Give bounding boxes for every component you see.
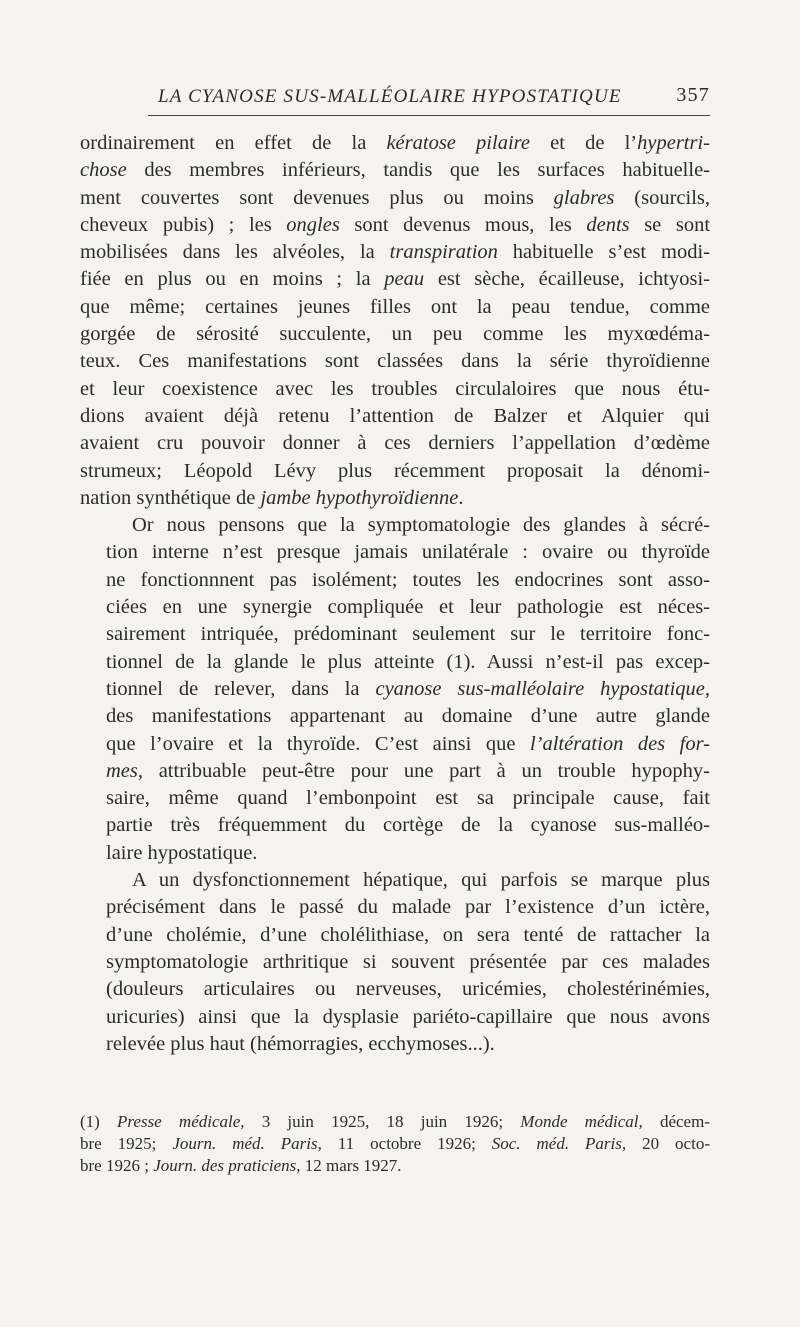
text-run: Or nous pensons que la symptomatologie des glandes à sécré-: [132, 514, 710, 537]
text-line: [80, 458, 710, 485]
text-run: que l’ovaire et la thyroïde. C’est ainsi que: [106, 732, 530, 755]
text-run: bre 1925;: [80, 1134, 173, 1153]
text-line: [80, 1111, 710, 1133]
text-run: gorgée de sérosité succulente, un peu comme les myxœdéma-: [80, 323, 710, 346]
text-line: [80, 840, 710, 867]
text-line: [80, 594, 710, 621]
italic-text: jambe hypothyroïdienne: [260, 486, 459, 509]
text-line: [80, 649, 710, 676]
footnote: [80, 1111, 710, 1177]
text-run: que même; certaines jeunes filles ont la peau tendue, comme: [80, 295, 710, 318]
header-rule: [148, 115, 710, 116]
text-line: [80, 430, 710, 457]
text-line: [80, 894, 710, 921]
italic-text: Soc. méd. Paris,: [491, 1134, 627, 1153]
text-line: [80, 266, 710, 293]
text-line: [80, 703, 710, 730]
text-run: strumeux; Léopold Lévy plus récemment proposait la dénomi-: [80, 459, 710, 482]
text-run: 12 mars 1927.: [300, 1156, 402, 1175]
text-run: teux. Ces manifestations sont classées dans la série thyroïdienne: [80, 350, 710, 373]
text-run: .: [458, 486, 464, 509]
text-run: et leur coexistence avec les troubles circulaloires que nous étu-: [80, 377, 710, 400]
italic-text: Presse médicale,: [117, 1112, 245, 1131]
text-run: sont devenus mous, les: [339, 213, 587, 236]
body-text: [80, 130, 710, 1058]
running-header: [80, 84, 710, 114]
text-line: [80, 212, 710, 239]
text-run: ordinairement en effet de la: [80, 132, 387, 154]
text-run: se sont: [629, 213, 711, 236]
text-line: [80, 539, 710, 566]
text-line: [80, 512, 710, 539]
text-line: [80, 348, 710, 375]
text-line: [80, 731, 710, 758]
text-line: [80, 294, 710, 321]
text-run: (1): [80, 1112, 118, 1131]
text-line: [80, 1031, 710, 1058]
text-run: décem-: [642, 1112, 710, 1131]
text-run: ,: [704, 677, 711, 700]
text-line: [80, 621, 710, 648]
text-line: [80, 812, 710, 839]
text-line: [80, 949, 710, 976]
text-line: [80, 376, 710, 403]
text-run: des manifestations appartenant au domaine d’une autre glande: [106, 705, 710, 728]
text-run: laire hypostatique.: [106, 841, 258, 864]
text-run: avaient cru pouvoir donner à ces derniers l’appellation d’œdème: [80, 432, 710, 455]
text-run: est sèche, écailleuse, ichtyosi-: [424, 268, 710, 291]
italic-text: transpiration: [389, 241, 498, 264]
paragraph: [80, 867, 710, 1058]
text-line: [80, 922, 710, 949]
text-line: [80, 785, 710, 812]
italic-text: glabres: [553, 186, 615, 209]
text-run: partie très fréquemment du cortège de la cyanose sus-malléo-: [106, 814, 710, 837]
text-run: 20 octo-: [626, 1134, 710, 1153]
text-line: [80, 1155, 710, 1177]
italic-text: hypertri-: [637, 132, 710, 154]
text-run: cheveux pubis) ; les: [80, 213, 287, 236]
book-page: [80, 84, 711, 1175]
italic-text: cyanose sus-malléolaire hypostatique: [375, 677, 705, 700]
text-run: ment couvertes sont devenues plus ou moins: [80, 186, 554, 209]
text-line: [80, 185, 710, 212]
italic-text: Monde médical,: [520, 1112, 643, 1131]
text-line: [80, 1004, 710, 1031]
text-run: sairement intriquée, prédominant seulement sur le territoire fonc-: [106, 623, 710, 646]
paragraph: [80, 512, 710, 867]
text-line: [80, 403, 710, 430]
italic-text: mes: [106, 759, 138, 782]
text-line: [80, 758, 710, 785]
text-run: bre 1926 ;: [80, 1156, 154, 1175]
text-run: d’une cholémie, d’une cholélithiase, on sera tenté de rattacher la: [106, 923, 710, 946]
italic-text: Journ. méd. Paris,: [172, 1134, 322, 1153]
text-run: dions avaient déjà retenu l’attention de Balzer et Alquier qui: [80, 404, 710, 427]
italic-text: kératose pilaire: [386, 132, 530, 154]
text-run: tion interne n’est presque jamais unilatérale : ovaire ou thyroïde: [106, 541, 710, 564]
italic-text: l’altération des for-: [529, 732, 710, 755]
paragraph: [80, 130, 710, 512]
text-run: nation synthétique de: [80, 486, 261, 509]
text-run: mobilisées dans les alvéoles, la: [80, 241, 390, 264]
text-line: [80, 130, 710, 157]
text-run: ciées en une synergie compliquée et leur pathologie est néces-: [106, 596, 710, 619]
text-line: [80, 485, 710, 512]
page-number: 357: [676, 84, 710, 106]
text-run: habituelle s’est modi-: [497, 241, 710, 264]
text-line: [80, 567, 710, 594]
text-line: [80, 867, 710, 894]
text-line: [80, 1133, 710, 1155]
text-run: , attribuable peut-être pour une part à un trouble hypophy-: [137, 759, 710, 782]
text-line: [80, 676, 710, 703]
text-run: relevée plus haut (hémorragies, ecchymoses...).: [106, 1032, 495, 1055]
italic-text: Journ. des praticiens,: [153, 1156, 301, 1175]
text-run: tionnel de relever, dans la: [106, 677, 376, 700]
text-run: fiée en plus ou en moins ; la: [80, 268, 385, 291]
text-line: [80, 239, 710, 266]
italic-text: peau: [384, 268, 425, 291]
text-line: [80, 157, 710, 184]
text-line: [80, 321, 710, 348]
text-run: et de l’: [529, 132, 638, 154]
italic-text: dents: [586, 213, 630, 236]
text-run: uricuries) ainsi que la dysplasie pariéto-capillaire que nous avons: [106, 1005, 710, 1028]
text-run: des membres inférieurs, tandis que les surfaces habituelle-: [126, 159, 710, 182]
text-run: 11 octobre 1926;: [321, 1134, 492, 1153]
italic-text: chose: [80, 159, 127, 182]
text-run: 3 juin 1925, 18 juin 1926;: [244, 1112, 521, 1131]
text-run: ne fonctionnnent pas isolément; toutes les endocrines sont asso-: [106, 568, 710, 591]
text-run: (douleurs articulaires ou nerveuses, uricémies, cholestérinémies,: [106, 978, 710, 1001]
text-line: [80, 976, 710, 1003]
text-run: tionnel de la glande le plus atteinte (1). Aussi n’est-il pas excep-: [106, 650, 710, 673]
italic-text: ongles: [286, 213, 340, 236]
text-run: symptomatologie arthritique si souvent présentée par ces malades: [106, 950, 710, 973]
text-run: (sourcils,: [614, 186, 710, 209]
running-title: LA CYANOSE SUS-MALLÉOLAIRE HYPOSTATIQUE: [158, 86, 622, 107]
text-run: précisément dans le passé du malade par l’existence d’un ictère,: [106, 896, 710, 919]
text-run: A un dysfonctionnement hépatique, qui parfois se marque plus: [132, 869, 710, 892]
text-run: saire, même quand l’embonpoint est sa principale cause, fait: [106, 787, 710, 810]
